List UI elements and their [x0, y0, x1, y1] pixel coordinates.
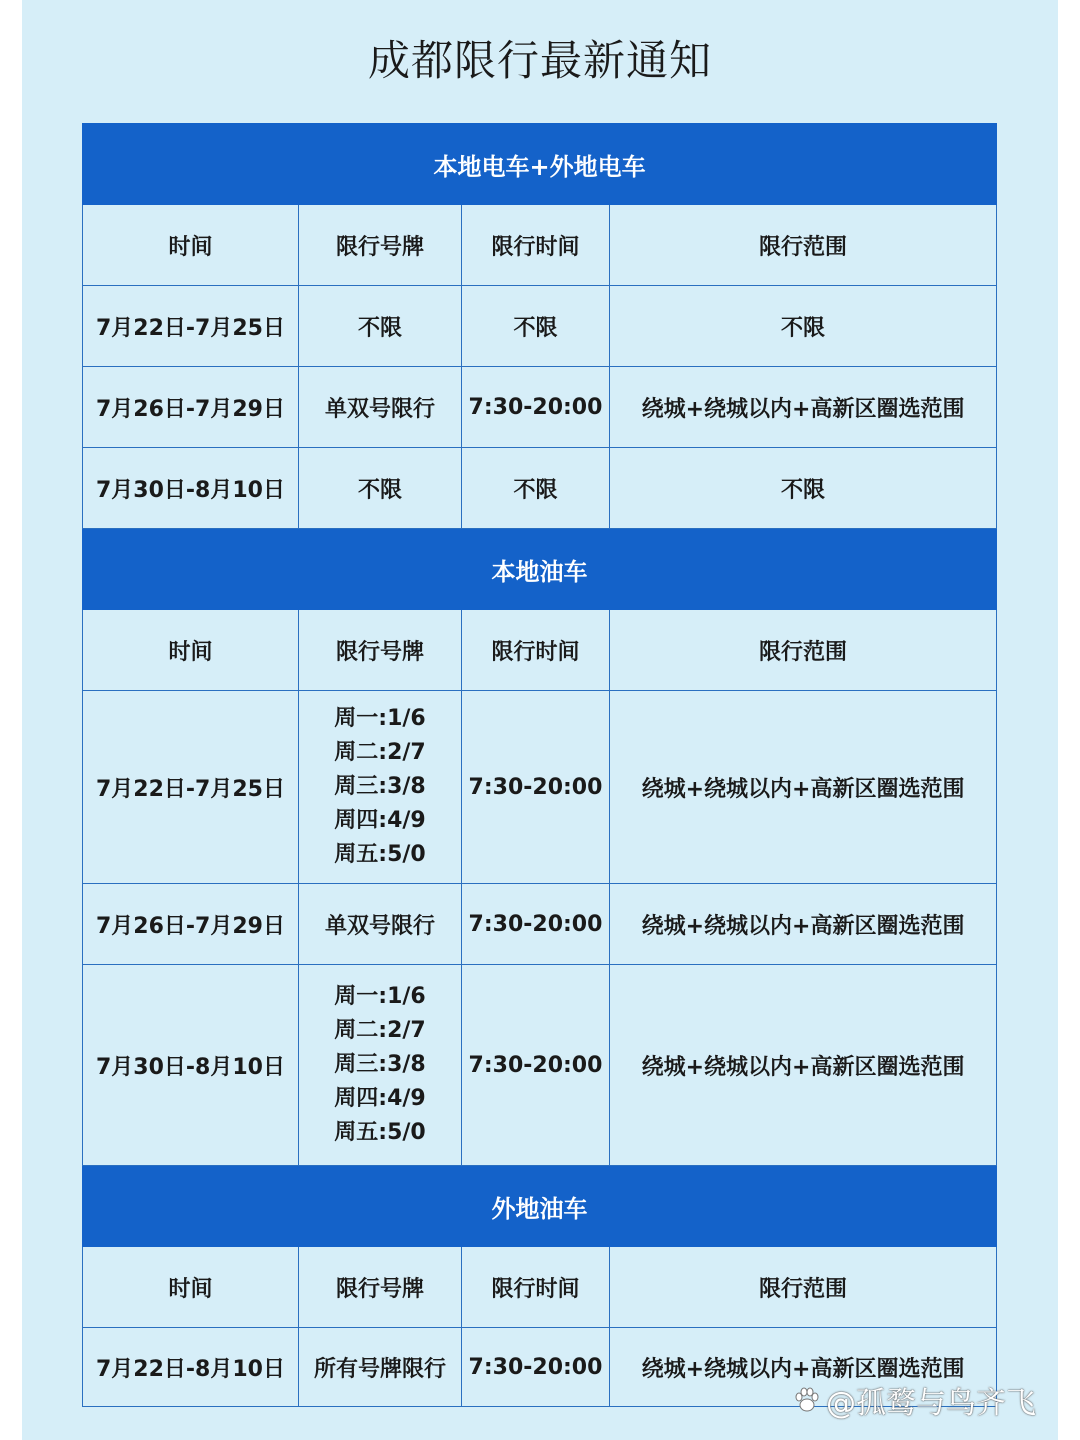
cell-plate: 所有号牌限行 — [299, 1328, 462, 1407]
column-header-row — [83, 1247, 997, 1328]
table-row — [83, 965, 997, 1166]
cell-area: 绕城+绕城以内+高新区圈选范围 — [610, 691, 997, 884]
cell-plate — [299, 965, 462, 1166]
cell-area: 绕城+绕城以内+高新区圈选范围 — [610, 965, 997, 1166]
plate-line: 周一:1/6 — [334, 706, 426, 731]
header-area: 限行范围 — [610, 1247, 997, 1328]
cell-time: 7月30日-8月10日 — [83, 965, 299, 1166]
header-plate: 限行号牌 — [299, 205, 462, 286]
header-area: 限行范围 — [610, 205, 997, 286]
plate-line: 周五:5/0 — [334, 1120, 426, 1145]
cell-plate: 单双号限行 — [299, 367, 462, 448]
cell-hours: 不限 — [462, 448, 610, 529]
cell-plate: 不限 — [299, 286, 462, 367]
header-hours: 限行时间 — [462, 205, 610, 286]
table-row — [83, 448, 997, 529]
section-header — [83, 1166, 997, 1247]
header-time: 时间 — [83, 205, 299, 286]
page-title: 成都限行最新通知 — [367, 36, 712, 85]
plate-schedule — [334, 980, 425, 1150]
cell-time: 7月22日-7月25日 — [83, 691, 299, 884]
plate-line: 周五:5/0 — [334, 842, 426, 867]
cell-hours: 7:30-20:00 — [462, 1328, 610, 1407]
plate-line: 周二:2/7 — [334, 740, 426, 765]
cell-time: 7月26日-7月29日 — [83, 884, 299, 965]
table-row — [83, 691, 997, 884]
cell-hours: 7:30-20:00 — [462, 884, 610, 965]
header-plate: 限行号牌 — [299, 610, 462, 691]
cell-plate: 不限 — [299, 448, 462, 529]
header-area: 限行范围 — [610, 610, 997, 691]
cell-area: 绕城+绕城以内+高新区圈选范围 — [610, 367, 997, 448]
section-header — [83, 529, 997, 610]
header-plate: 限行号牌 — [299, 1247, 462, 1328]
paw-icon — [792, 1385, 822, 1415]
table-row — [83, 884, 997, 965]
cell-area: 不限 — [610, 448, 997, 529]
section-title: 本地油车 — [83, 529, 997, 610]
table-row — [83, 286, 997, 367]
cell-plate: 单双号限行 — [299, 884, 462, 965]
cell-hours: 7:30-20:00 — [462, 367, 610, 448]
plate-line: 周三:3/8 — [334, 774, 426, 799]
cell-area: 不限 — [610, 286, 997, 367]
cell-plate — [299, 691, 462, 884]
cell-time: 7月26日-7月29日 — [83, 367, 299, 448]
cell-area: 绕城+绕城以内+高新区圈选范围 — [610, 884, 997, 965]
column-header-row — [83, 205, 997, 286]
header-time: 时间 — [83, 610, 299, 691]
plate-line: 周四:4/9 — [334, 808, 426, 833]
plate-line: 周一:1/6 — [334, 984, 426, 1009]
cell-hours: 7:30-20:00 — [462, 691, 610, 884]
restriction-table — [82, 123, 997, 1407]
plate-schedule — [334, 702, 425, 872]
section-title: 本地电车+外地电车 — [83, 124, 997, 205]
cell-time: 7月30日-8月10日 — [83, 448, 299, 529]
section-title: 外地油车 — [83, 1166, 997, 1247]
plate-line: 周二:2/7 — [334, 1018, 426, 1043]
plate-line: 周三:3/8 — [334, 1052, 426, 1077]
cell-time: 7月22日-7月25日 — [83, 286, 299, 367]
table-row — [83, 367, 997, 448]
header-hours: 限行时间 — [462, 1247, 610, 1328]
header-time: 时间 — [83, 1247, 299, 1328]
cell-area: 绕城+绕城以内+高新区圈选范围 — [610, 1328, 997, 1407]
header-hours: 限行时间 — [462, 610, 610, 691]
watermark-text: @孤鹜与鸟齐飞 — [826, 1386, 1036, 1421]
section-header — [83, 124, 997, 205]
watermark — [792, 1378, 1036, 1422]
cell-hours: 7:30-20:00 — [462, 965, 610, 1166]
column-header-row — [83, 610, 997, 691]
cell-time: 7月22日-8月10日 — [83, 1328, 299, 1407]
cell-hours: 不限 — [462, 286, 610, 367]
plate-line: 周四:4/9 — [334, 1086, 426, 1111]
